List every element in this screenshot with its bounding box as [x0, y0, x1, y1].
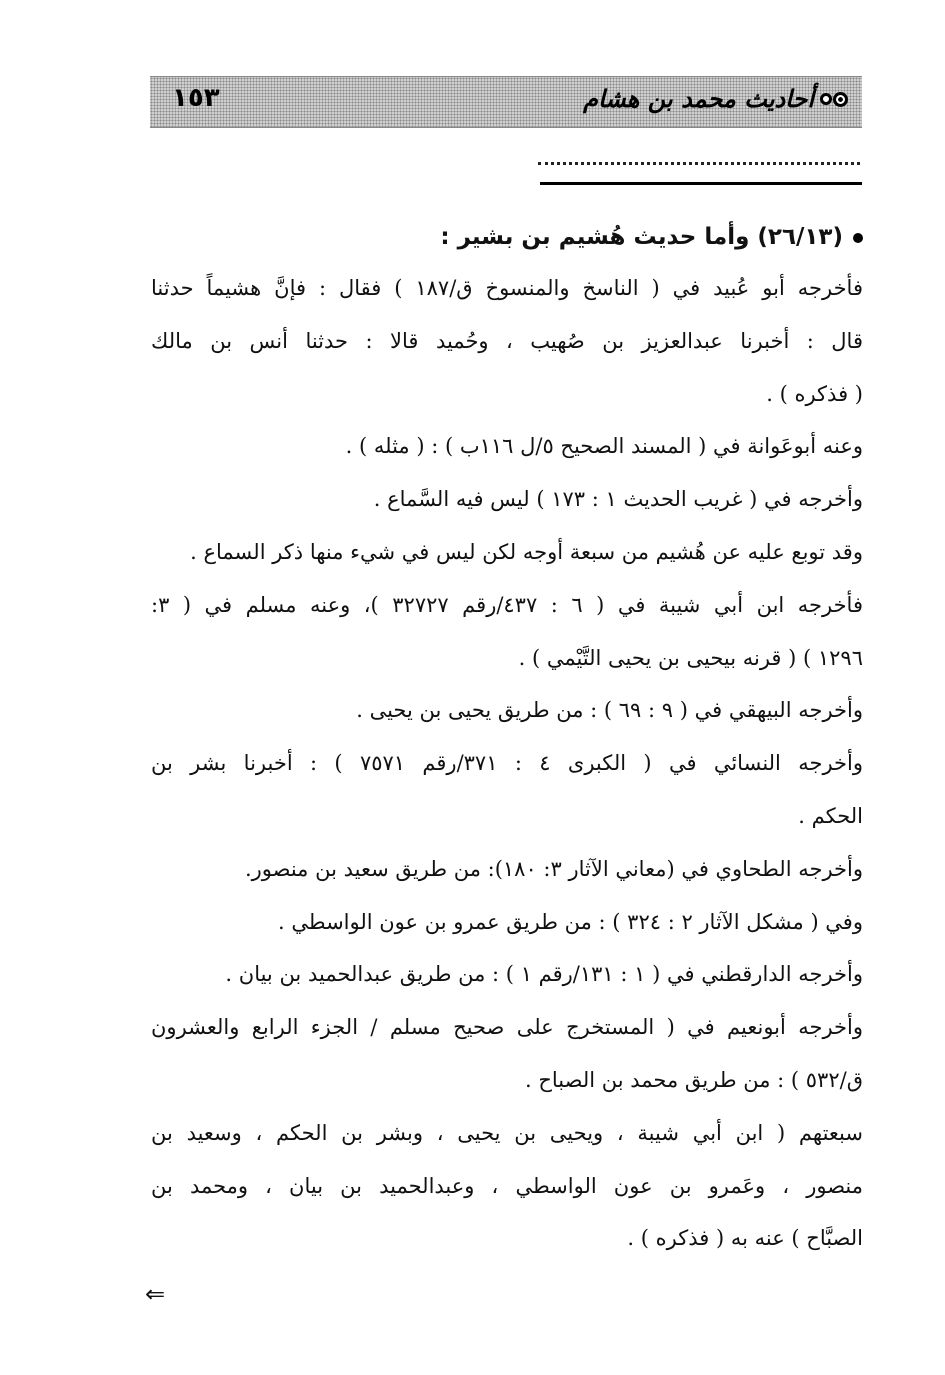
dotted-divider [538, 148, 860, 165]
page-header-band [150, 76, 862, 128]
text-line: وأخرجه البيهقي في ( ٩ : ٦٩ ) : من طريق يحيى بن يحيى . [356, 698, 863, 723]
text-line: ١٢٩٦ ) ( قرنه بيحيى بن يحيى التَّيْمي ) . [518, 645, 863, 670]
solid-divider [540, 182, 862, 185]
text-line: ق/٥٣٢ ) : من طريق محمد بن الصباح . [525, 1067, 863, 1092]
header-ornament-icon [820, 92, 848, 107]
text-line: وأخرجه الدارقطني في ( ١ : ١٣١/رقم ١ ) : من طريق عبدالحميد بن بيان . [225, 962, 863, 987]
section-heading-text: (٢٦/١٣) وأما حديث هُشيم بن بشير : [440, 224, 843, 250]
page-number: ١٥٣ [172, 83, 220, 113]
text-line: وأخرجه في ( غريب الحديث ١ : ١٧٣ ) ليس فيه السَّماع . [373, 487, 863, 512]
body-text [151, 265, 863, 1268]
text-line: وأخرجه أبونعيم في ( المستخرج على صحيح مسلم / الجزء الرابع والعشرون [151, 1015, 863, 1040]
text-line: الحكم . [798, 803, 863, 828]
text-line: فأخرجه ابن أبي شيبة في ( ٦ : ٤٣٧/رقم ٣٢٧٢٧ )، وعنه مسلم في ( ٣: [151, 592, 863, 617]
text-line: فأخرجه أبو عُبيد في ( الناسخ والمنسوخ ق/١٨٧ ) فقال : فإنَّ هشيماً حدثنا [151, 276, 863, 300]
text-line: وأخرجه النسائي في ( الكبرى ٤ : ٣٧١/رقم ٧٥٧١ ) : أخبرنا بشر بن [151, 751, 864, 776]
text-line: منصور ، وعَمرو بن عون الواسطي ، وعبدالحميد بن بيان ، ومحمد بن [151, 1173, 863, 1198]
running-title-text: أحاديث محمد بن هشام [583, 85, 814, 113]
text-line: سبعتهم ( ابن أبي شيبة ، ويحيى بن يحيى ، وبشر بن الحكم ، وسعيد بن [151, 1120, 863, 1145]
text-line: وقد توبع عليه عن هُشيم من سبعة أوجه لكن ليس في شيء منها ذكر السماع . [190, 539, 863, 564]
text-line: قال : أخبرنا عبدالعزيز بن صُهيب ، وحُميد قالا : حدثنا أنس بن مالك [151, 328, 863, 353]
text-line: الصبَّاح ) عنه به ( فذكره ) . [627, 1226, 863, 1251]
section-heading [151, 222, 863, 252]
bullet-icon [853, 233, 863, 243]
running-title [583, 85, 848, 113]
text-line: وأخرجه الطحاوي في (معاني الآثار ٣: ١٨٠): من طريق سعيد بن منصور. [244, 856, 863, 881]
text-line: وعنه أبوعَوانة في ( المسند الصحيح ٥/ل ١١٦ب ) : ( مثله ) . [345, 434, 863, 459]
text-line: وفي ( مشكل الآثار ٢ : ٣٢٤ ) : من طريق عمرو بن عون الواسطي . [277, 909, 863, 934]
text-line: ( فذكره ) . [766, 381, 863, 406]
continue-arrow-icon: ⇐ [145, 1280, 166, 1308]
